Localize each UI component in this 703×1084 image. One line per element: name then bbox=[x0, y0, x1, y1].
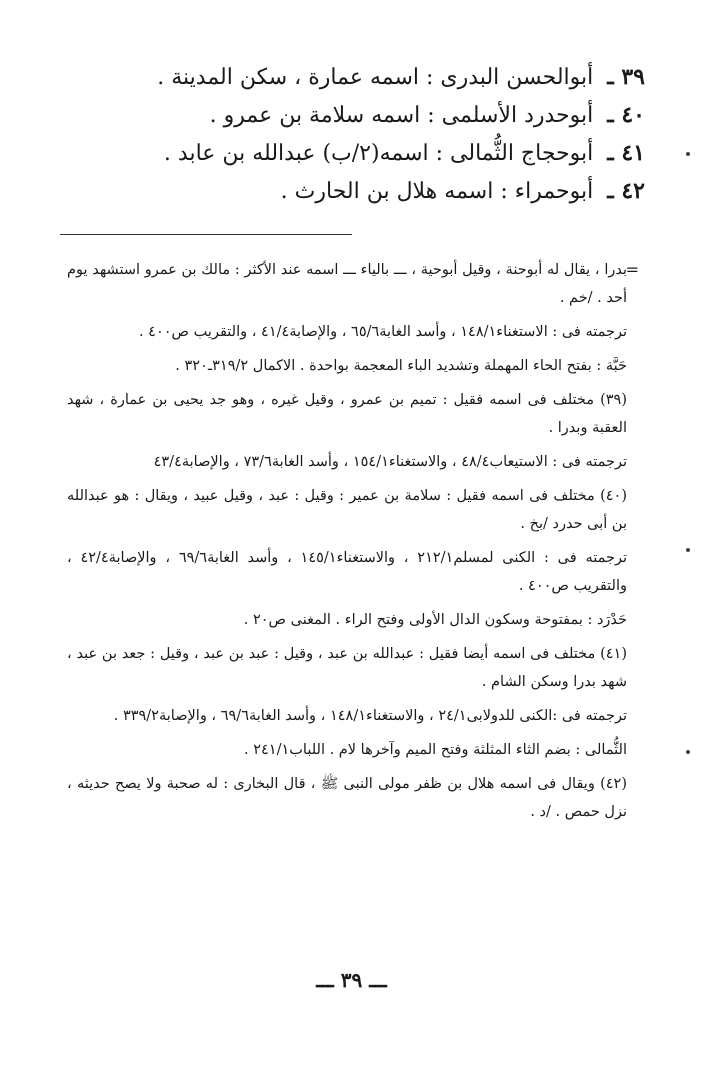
footnote: ترجمته فى : الكنى لمسلم٢١٢/١ ، والاستغناء١٤٥/١ ، وأسد الغابة٦٩/٦ ، والإصابة٤٢/٤ ، والتقريب ص٤٠٠ . bbox=[67, 550, 627, 594]
footnote: (٤٠) مختلف فى اسمه فقيل : سلامة بن عمير : وقيل : عبد ، وقيل عبيد ، ويقال : هو عبدالله بن أبى حدرد /بخ . bbox=[67, 488, 627, 532]
scan-speck bbox=[686, 750, 690, 754]
footnote: الثُّمالى : بضم الثاء المثلثة وفتح الميم وآخرها لام . اللباب٢٤١/١ . bbox=[244, 742, 627, 758]
footnote: (٤٢) ويقال فى اسمه هلال بن ظفر مولى النبى ﷺ ، قال البخارى : له صحبة ولا يصح حديثه ، نزل حمص . /د . bbox=[67, 776, 627, 820]
entry-number: ٤٢ ـ bbox=[607, 178, 645, 204]
entry-list bbox=[85, 58, 645, 210]
entry-39 bbox=[85, 58, 645, 96]
footnote: بدرا ، يقال له أبوحنة ، وقيل أبوحية ، ـــ بالياء ـــ اسمه عند الأكثر : مالك بن عمرو استشهد يوم أحد . /خم . bbox=[67, 262, 627, 306]
continuation-marker: = bbox=[625, 260, 639, 279]
footnote: حَدْرَد : بمفتوحة وسكون الدال الأولى وفتح الراء . المغنى ص٢٠ . bbox=[243, 612, 627, 628]
footnote: ترجمته فى : الاستغناء١٤٨/١ ، وأسد الغابة٦٥/٦ ، والإصابة٤١/٤ ، والتقريب ص٤٠٠ . bbox=[138, 324, 627, 340]
footnote-divider bbox=[60, 234, 352, 235]
entry-text: أبوالحسن البدرى : اسمه عمارة ، سكن المدينة . bbox=[157, 65, 594, 90]
scan-speck bbox=[686, 152, 690, 156]
footnotes bbox=[67, 256, 627, 832]
entry-42 bbox=[85, 172, 645, 210]
entry-text: أبوحدرد الأسلمى : اسمه سلامة بن عمرو . bbox=[209, 103, 594, 128]
page-number: ـــ ٣٩ ـــ bbox=[316, 968, 387, 992]
footnote: ترجمته فى : الاستيعاب٤٨/٤ ، والاستغناء١٥٤/١ ، وأسد الغابة٧٣/٦ ، والإصابة٤٣/٤ bbox=[153, 454, 627, 470]
entry-number: ٤١ ـ bbox=[607, 140, 645, 166]
entry-text: أبوحجاج الثُّمالى : اسمه(٢/ب) عبدالله بن عابد . bbox=[163, 141, 594, 166]
footnote: حَبَّة : بفتح الحاء المهملة وتشديد الباء المعجمة بواحدة . الاكمال ٣١٩/٢ـ٣٢٠ . bbox=[175, 358, 627, 374]
footnote: (٣٩) مختلف فى اسمه فقيل : تميم بن عمرو ، وقيل غيره ، وهو جد يحيى بن عمارة ، شهد العقبة وبدرا . bbox=[67, 392, 627, 436]
footnote: ترجمته فى :الكنى للدولابى٢٤/١ ، والاستغناء١٤٨/١ ، وأسد الغابة٦٩/٦ ، والإصابة٣٣٩/٢ . bbox=[113, 708, 627, 724]
entry-number: ٤٠ ـ bbox=[607, 102, 645, 128]
entry-40 bbox=[85, 96, 645, 134]
entry-41 bbox=[85, 134, 645, 172]
entry-text: أبوحمراء : اسمه هلال بن الحارث . bbox=[280, 179, 594, 204]
scan-speck bbox=[686, 548, 690, 552]
footnote: (٤١) مختلف فى اسمه أيضا فقيل : عبدالله بن عبد ، وقيل : عبد بن عبد ، وقيل : جعد بن عبد ، شهد بدرا وسكن الشام . bbox=[67, 646, 627, 690]
entry-number: ٣٩ ـ bbox=[607, 64, 645, 90]
